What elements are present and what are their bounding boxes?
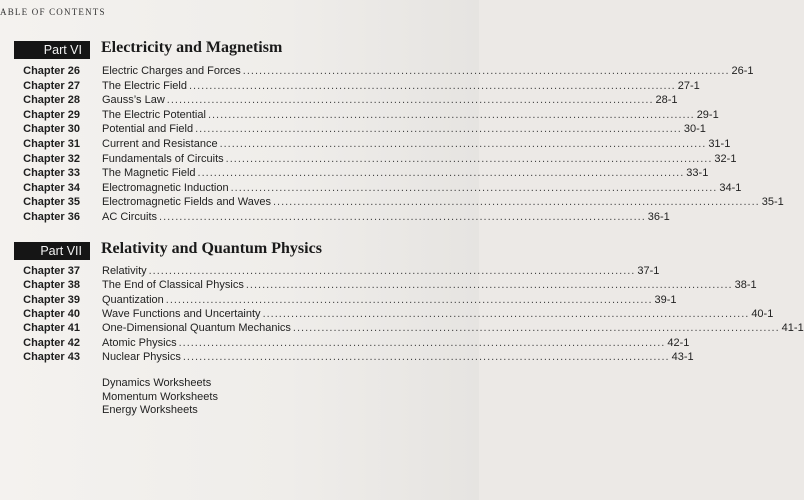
toc-entry-link[interactable] bbox=[102, 336, 690, 350]
toc-entry-link[interactable] bbox=[102, 152, 737, 166]
toc-row bbox=[0, 264, 660, 278]
chapter-label: Chapter 32 bbox=[23, 152, 80, 165]
chapter-title: Atomic Physics bbox=[102, 336, 177, 349]
part-badge: Part VI bbox=[14, 41, 90, 59]
dot-leader: ........................................................................................................................ bbox=[245, 279, 733, 292]
toc-entry-link[interactable] bbox=[102, 195, 784, 209]
chapter-title: Nuclear Physics bbox=[102, 350, 181, 363]
chapter-title: The Electric Field bbox=[102, 79, 187, 92]
page-number: 43-1 bbox=[671, 350, 694, 363]
toc-entry-link[interactable] bbox=[102, 166, 709, 180]
dot-leader: ........................................................................................................................ bbox=[292, 322, 780, 335]
chapter-label: Chapter 33 bbox=[23, 167, 80, 180]
part-header-vii bbox=[0, 242, 479, 262]
page-number: 29-1 bbox=[696, 108, 719, 121]
toc-row bbox=[0, 152, 737, 166]
chapter-title: Electromagnetic Induction bbox=[102, 181, 229, 194]
chapter-title: Electric Charges and Forces bbox=[102, 65, 241, 77]
toc-row bbox=[0, 278, 757, 292]
dot-leader: ........................................................................................................................ bbox=[165, 293, 653, 306]
page-number: 38-1 bbox=[734, 279, 757, 292]
toc-entry-link[interactable] bbox=[102, 321, 804, 335]
chapter-title: One-Dimensional Quantum Mechanics bbox=[102, 322, 291, 335]
chapter-title: AC Circuits bbox=[102, 211, 158, 223]
page-number: 42-1 bbox=[667, 336, 690, 349]
chapter-label: Chapter 28 bbox=[23, 94, 80, 107]
toc-entry-link[interactable] bbox=[102, 108, 719, 122]
chapter-label: Chapter 38 bbox=[23, 279, 80, 292]
chapter-label: Chapter 41 bbox=[23, 322, 80, 335]
chapter-label: Chapter 36 bbox=[23, 211, 80, 223]
toc-entry-link[interactable] bbox=[102, 181, 742, 195]
page-number: 41-1 bbox=[781, 322, 804, 335]
dot-leader: ........................................................................................................................ bbox=[182, 350, 670, 363]
toc-entry-link[interactable] bbox=[102, 64, 754, 78]
chapter-title: Quantization bbox=[102, 293, 164, 306]
page-number: 33-1 bbox=[686, 167, 709, 180]
toc-row bbox=[0, 321, 804, 335]
chapter-label: Chapter 31 bbox=[23, 138, 80, 150]
toc-entry-link[interactable] bbox=[102, 293, 677, 307]
chapter-label: Chapter 30 bbox=[23, 123, 80, 136]
dot-leader: ........................................................................................................................ bbox=[166, 94, 654, 107]
dot-leader: ........................................................................................................................ bbox=[148, 265, 636, 277]
dot-leader: ........................................................................................................................ bbox=[178, 336, 666, 349]
toc-row bbox=[0, 336, 690, 350]
chapter-title: The End of Classical Physics bbox=[102, 279, 244, 292]
toc-entry-link[interactable] bbox=[102, 210, 670, 224]
toc-row bbox=[0, 350, 694, 364]
page-number: 32-1 bbox=[714, 152, 737, 165]
toc-row bbox=[0, 166, 709, 180]
toc-entry-link[interactable] bbox=[102, 122, 706, 136]
part-title: Electricity and Magnetism bbox=[101, 39, 283, 56]
chapter-title: Current and Resistance bbox=[102, 138, 218, 150]
chapter-label: Chapter 26 bbox=[23, 65, 80, 77]
dot-leader: ........................................................................................................................ bbox=[272, 196, 760, 209]
toc-entry-link[interactable] bbox=[102, 278, 757, 292]
part-header-vi bbox=[0, 41, 479, 61]
toc-row bbox=[0, 195, 784, 209]
page-number: 36-1 bbox=[647, 211, 670, 223]
dot-leader: ........................................................................................................................ bbox=[207, 108, 695, 121]
chapter-title: Electromagnetic Fields and Waves bbox=[102, 196, 271, 209]
chapter-label: Chapter 35 bbox=[23, 196, 80, 209]
page-number: 40-1 bbox=[751, 307, 774, 320]
page-number: 39-1 bbox=[654, 293, 677, 306]
toc-row bbox=[0, 210, 670, 224]
chapter-label: Chapter 34 bbox=[23, 181, 80, 194]
chapter-title: The Electric Potential bbox=[102, 108, 206, 121]
dot-leader: ........................................................................................................................ bbox=[219, 138, 707, 150]
page-number: 27-1 bbox=[677, 79, 700, 92]
running-head: ABLE OF CONTENTS bbox=[0, 7, 106, 17]
chapter-label: Chapter 39 bbox=[23, 293, 80, 306]
dot-leader: ........................................................................................................................ bbox=[159, 211, 646, 223]
part-badge: Part VII bbox=[14, 242, 90, 260]
dot-leader: ........................................................................................................................ bbox=[188, 79, 676, 92]
chapter-label: Chapter 42 bbox=[23, 336, 80, 349]
toc-row bbox=[0, 122, 706, 136]
page-number: 35-1 bbox=[761, 196, 784, 209]
worksheet-item[interactable]: Energy Worksheets bbox=[102, 404, 198, 416]
chapter-title: Wave Functions and Uncertainty bbox=[102, 307, 261, 320]
page-number: 34-1 bbox=[719, 181, 742, 194]
toc-row bbox=[0, 181, 742, 195]
chapter-label: Chapter 27 bbox=[23, 79, 80, 92]
page-number: 31-1 bbox=[708, 138, 731, 150]
dot-leader: ........................................................................................................................ bbox=[197, 167, 685, 180]
toc-entry-link[interactable] bbox=[102, 137, 731, 151]
worksheet-item[interactable]: Dynamics Worksheets bbox=[102, 377, 212, 389]
toc-entry-link[interactable] bbox=[102, 307, 774, 321]
worksheet-item[interactable]: Momentum Worksheets bbox=[102, 390, 218, 403]
page-number: 30-1 bbox=[683, 123, 706, 136]
dot-leader: ........................................................................................................................ bbox=[262, 307, 750, 320]
dot-leader: ........................................................................................................................ bbox=[225, 152, 713, 165]
chapter-label: Chapter 40 bbox=[23, 307, 80, 320]
chapter-label: Chapter 43 bbox=[23, 350, 80, 363]
chapter-label: Chapter 29 bbox=[23, 108, 80, 121]
toc-entry-link[interactable] bbox=[102, 93, 678, 107]
toc-row bbox=[0, 293, 677, 307]
page-number: 28-1 bbox=[655, 94, 678, 107]
toc-row bbox=[0, 64, 754, 78]
dot-leader: ........................................................................................................................ bbox=[242, 65, 730, 77]
toc-row bbox=[0, 93, 678, 107]
toc-row bbox=[0, 79, 700, 93]
toc-entry-link[interactable] bbox=[102, 79, 700, 93]
toc-row bbox=[0, 108, 719, 122]
chapter-title: The Magnetic Field bbox=[102, 167, 196, 180]
toc-entry-link[interactable] bbox=[102, 264, 660, 278]
chapter-title: Fundamentals of Circuits bbox=[102, 152, 224, 165]
toc-entry-link[interactable] bbox=[102, 350, 694, 364]
page-number: 26-1 bbox=[731, 65, 754, 77]
page-number: 37-1 bbox=[637, 265, 660, 277]
toc-row bbox=[0, 307, 774, 321]
part-title: Relativity and Quantum Physics bbox=[101, 240, 322, 257]
chapter-title: Potential and Field bbox=[102, 123, 194, 136]
chapter-title: Relativity bbox=[102, 265, 147, 277]
toc-row bbox=[0, 137, 731, 151]
chapter-label: Chapter 37 bbox=[23, 265, 80, 277]
dot-leader: ........................................................................................................................ bbox=[195, 123, 682, 136]
dot-leader: ........................................................................................................................ bbox=[230, 181, 718, 194]
chapter-title: Gauss’s Law bbox=[102, 94, 165, 107]
